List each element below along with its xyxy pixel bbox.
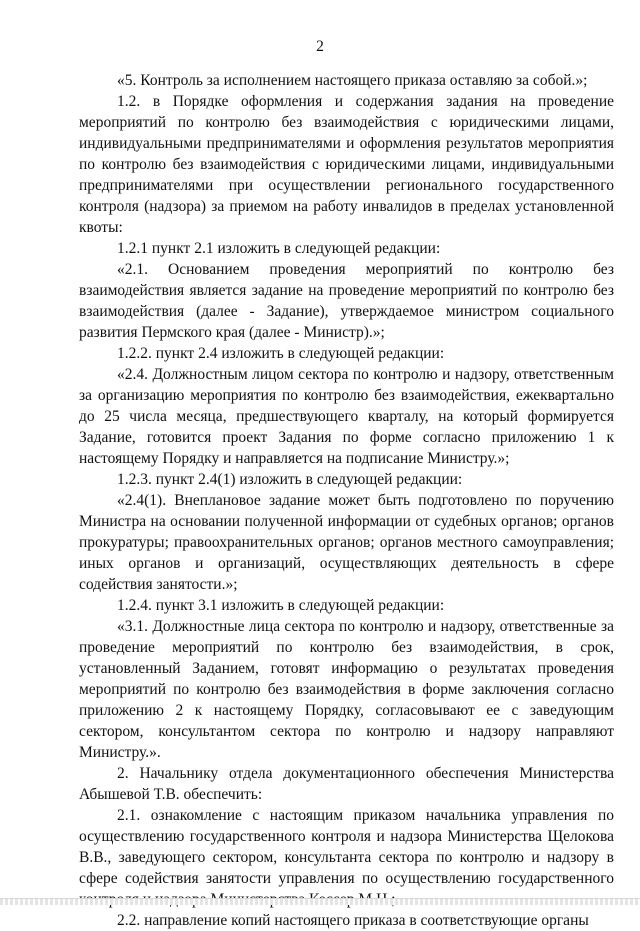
paragraph-1-2-1: 1.2.1 пункт 2.1 изложить в следующей редакции: [117, 240, 441, 257]
paragraph-clause-3-1: «3.1. Должностные лица сектора по контролю и надзору, ответственные за проведение мероприятий по контролю без взаимодействия, в срок, установленный Заданием, готовят информацию о результатах проведения мероприятий по контролю без взаимодействия в форме заключения согласно приложению 2 к настоящему Порядку, согласовывают ее с заведующим сектором, консультантом сектора по контролю и надзору направляют Министру.». [79, 618, 614, 761]
paragraph-2-1: 2.1. ознакомление с настоящим приказом начальника управления по осуществлению государственного контроля и надзора Министерства Щелокова В.В., заведующего сектором, консультанта сектора по контролю и надзору в сфере содействия занятости управления по осуществлению государственного [79, 807, 614, 887]
paragraph-clause-2-4-1: «2.4(1). Внеплановое задание может быть подготовлено по поручению Министра на основании полученной информации от судебных органов; органов прокуратуры; правоохранительных органов; органов местного самоуправления; иных органов и организаций, осуществляющих деятельность в сфере содействия занятости.»; [79, 492, 614, 593]
paragraph-1-2-3: 1.2.3. пункт 2.4(1) изложить в следующей редакции: [117, 471, 463, 488]
paragraph-clause-2-1: «2.1. Основанием проведения мероприятий по контролю без взаимодействия является задание на проведение мероприятий по контролю без взаимодействия (далее - Задание), утверждаемое министром социального развития Пермского края (далее - Министр).»; [79, 261, 614, 341]
document-body [79, 70, 614, 931]
page-number: 2 [316, 38, 324, 55]
paragraph-item-5-control: «5. Контроль за исполнением настоящего приказа оставляю за собой.»; [117, 72, 588, 89]
paragraph-1-2: 1.2. в Порядке оформления и содержания задания на проведение мероприятий по контролю без взаимодействия с юридическими лицами, индивидуальными предпринимателями и оформления результатов мероприятия по контролю без взаимодействия с юридическими лицами, индивидуальными предпринимателями при осуществлении регионального государственного контроля (надзора) за приемом на работу инвалидов в пределах установленной квоты: [79, 93, 614, 236]
paragraph-clause-2-4: «2.4. Должностным лицом сектора по контролю и надзору, ответственным за организацию мероприятия по контролю без взаимодействия, ежеквартально до 25 числа месяца, предшествующего кварталу, на который формируется Задание, готовится проект Задания по форме согласно приложению 1 к настоящему Порядку и направляется на подписание Министру.»; [79, 366, 614, 467]
paragraph-1-2-2: 1.2.2. пункт 2.4 изложить в следующей редакции: [117, 345, 445, 362]
scan-bottom-edge [0, 898, 640, 905]
paragraph-1-2-4: 1.2.4. пункт 3.1 изложить в следующей редакции: [117, 597, 445, 614]
paragraph-2: 2. Начальнику отдела документационного обеспечения Министерства Абышевой Т.В. обеспечить: [79, 765, 614, 803]
paragraph-2-2: 2.2. направление копий настоящего приказа в соответствующие органы [117, 912, 589, 929]
